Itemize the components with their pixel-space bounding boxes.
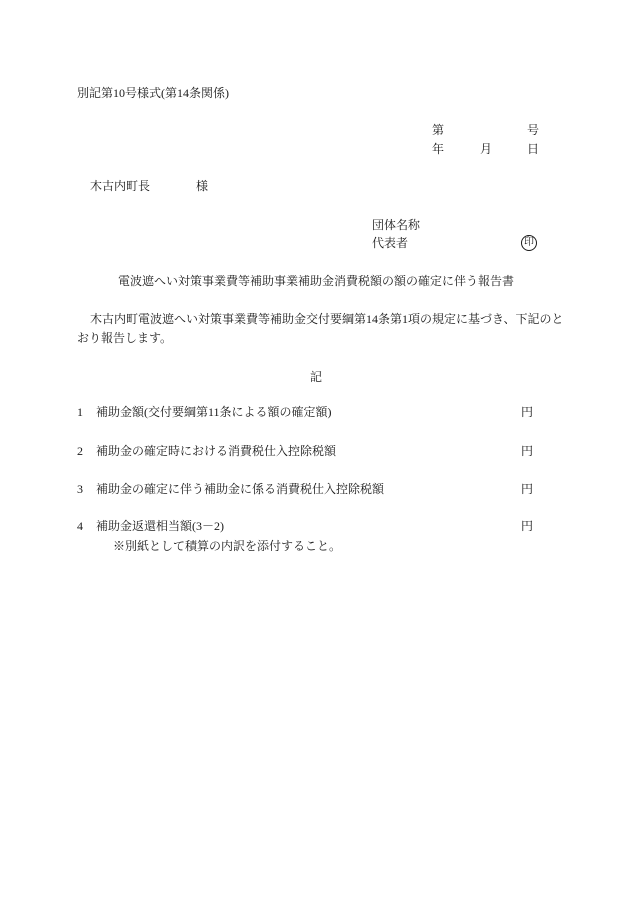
item-number: 2 (77, 444, 83, 458)
item-label: 補助金の確定時における消費税仕入控除税額 (96, 444, 337, 458)
attachment-note: ※別紙として積算の内訳を添付すること。 (113, 539, 342, 553)
item-unit: 円 (521, 482, 534, 496)
number-prefix: 第 (432, 123, 445, 137)
item-unit: 円 (521, 405, 534, 419)
item-unit: 円 (521, 519, 534, 533)
date-month: 月 (480, 142, 493, 156)
document-title: 電波遮へい対策事業費等補助事業補助金消費税額の額の確定に伴う報告書 (118, 274, 515, 288)
organization-label: 団体名称 (372, 218, 421, 232)
seal-mark: 印 (521, 235, 537, 251)
item-label: 補助金返還相当額(3－2) (96, 519, 224, 533)
ki-heading: 記 (310, 370, 323, 384)
date-year: 年 (432, 142, 445, 156)
item-number: 3 (77, 482, 83, 496)
body-line-2: おり報告します。 (77, 331, 173, 345)
number-suffix: 号 (527, 123, 540, 137)
body-line-1: 木古内町電波遮へい対策事業費等補助金交付要綱第14条第1項の規定に基づき、下記のと (90, 312, 564, 326)
addressee-honorific: 様 (196, 179, 209, 193)
addressee-name: 木古内町長 (90, 179, 151, 193)
item-unit: 円 (521, 444, 534, 458)
date-day: 日 (527, 142, 540, 156)
item-number: 1 (77, 405, 83, 419)
item-label: 補助金額(交付要綱第11条による額の確定額) (96, 405, 332, 419)
representative-label: 代表者 (372, 236, 409, 250)
item-number: 4 (77, 519, 83, 533)
form-label: 別記第10号様式(第14条関係) (77, 86, 229, 100)
item-label: 補助金の確定に伴う補助金に係る消費税仕入控除税額 (96, 482, 385, 496)
